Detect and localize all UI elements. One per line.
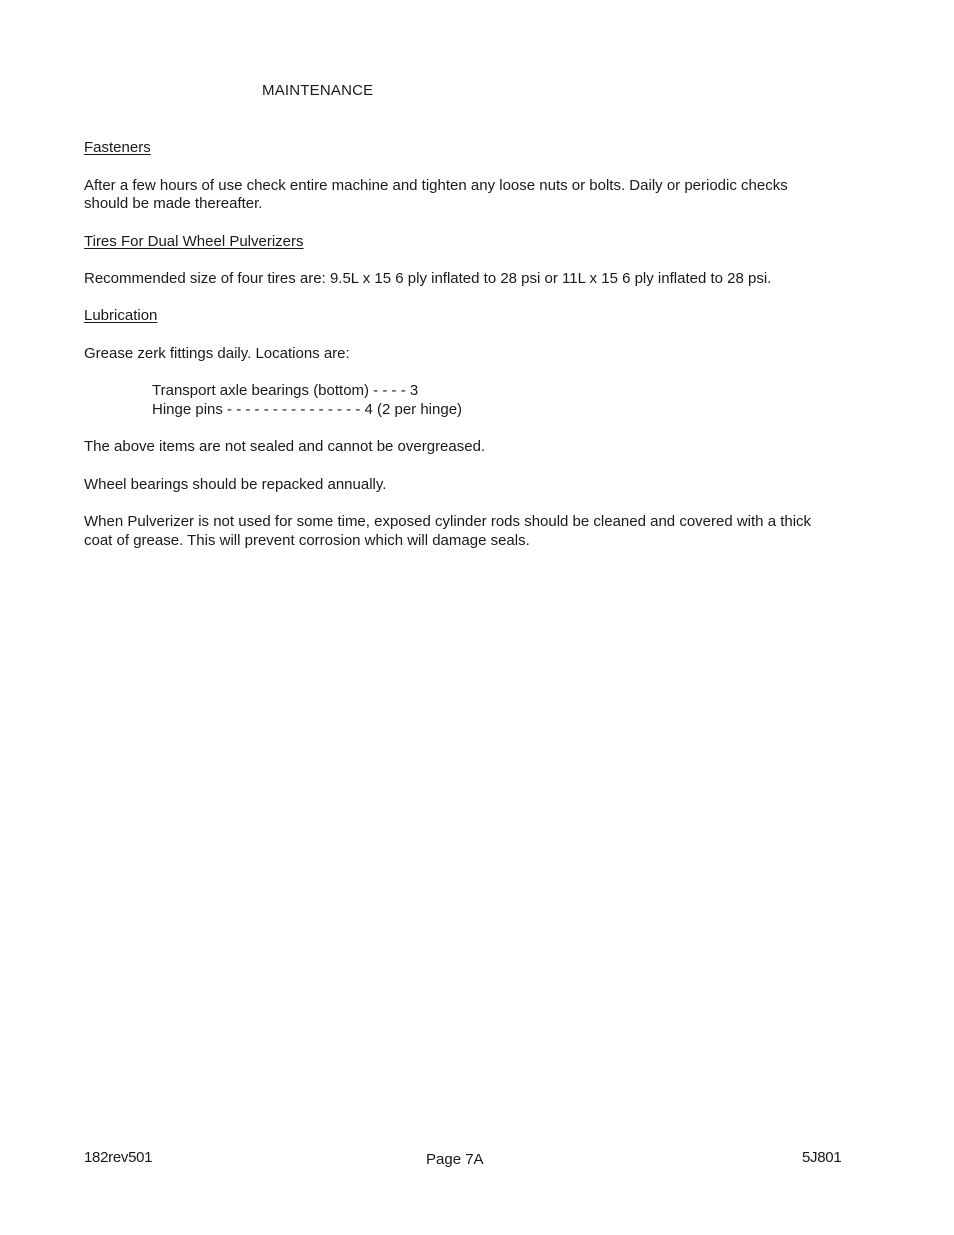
- section-heading-fasteners: Fasteners: [84, 139, 151, 156]
- page-title: MAINTENANCE: [262, 82, 374, 99]
- fasteners-paragraph-line-2: should be made thereafter.: [84, 195, 263, 212]
- tires-paragraph: Recommended size of four tires are: 9.5L x 15 6 ply inflated to 28 psi or 11L x 15 6 ply inflated to 28 psi.: [84, 270, 772, 287]
- fasteners-paragraph-line-1: After a few hours of use check entire machine and tighten any loose nuts or bolts. Daily or periodic checks: [84, 177, 788, 194]
- lubrication-note-sealed: The above items are not sealed and cannot be overgreased.: [84, 438, 486, 455]
- lubrication-intro: Grease zerk fittings daily. Locations are:: [84, 345, 350, 362]
- footer-revision-code: 182rev501: [84, 1149, 153, 1166]
- section-heading-tires: Tires For Dual Wheel Pulverizers: [84, 233, 304, 250]
- footer-page-number: Page 7A: [426, 1151, 484, 1168]
- lubrication-location-item: Transport axle bearings (bottom) - - - - 3: [152, 382, 419, 399]
- lubrication-note-wheel-bearings: Wheel bearings should be repacked annually.: [84, 476, 387, 493]
- lubrication-location-item: Hinge pins - - - - - - - - - - - - - - - 4 (2 per hinge): [152, 401, 463, 418]
- footer-document-code: 5J801: [802, 1149, 842, 1166]
- lubrication-note-storage-line-2: coat of grease. This will prevent corrosion which will damage seals.: [84, 532, 530, 549]
- section-heading-lubrication: Lubrication: [84, 307, 158, 324]
- lubrication-note-storage-line-1: When Pulverizer is not used for some time, exposed cylinder rods should be cleaned and covered with a thick: [84, 513, 812, 530]
